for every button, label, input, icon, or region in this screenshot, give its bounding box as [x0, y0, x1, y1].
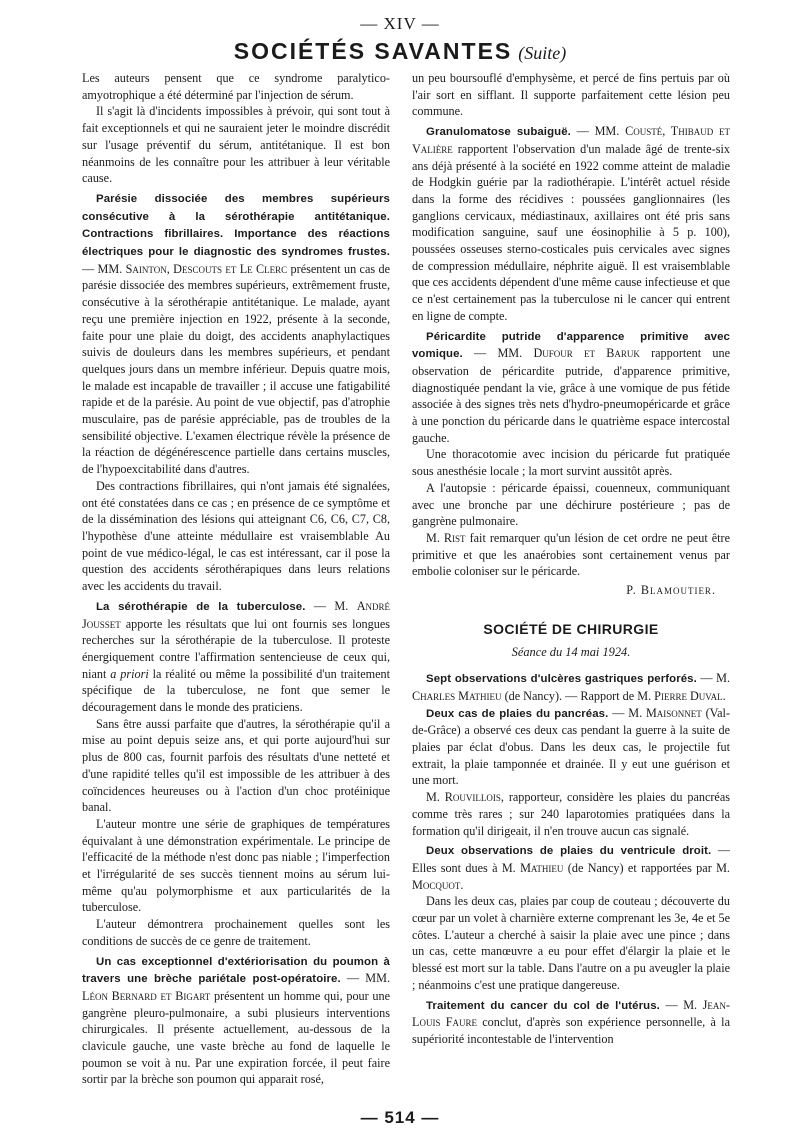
article-poumon: Un cas exceptionnel d'extériorisation du poumon à travers une brèche pariétale post-opératoire. — MM. Léon Bernard et Bigart présentent un homme qui, pour une gangrène pleuro-pulmonaire, a subi plusieurs interventions chirurgicales. Il présente actuellement, au-dessous de la clavicule gauche, une vaste brèche au fond de laquelle le poumon se voit à nu. Par une expiration forcée, il peut faire sortir par la brèche son poumon qui apparait rosé,: [82, 955, 390, 1087]
article-granulomatose: Granulomatose subaiguë. — MM. Cousté, Thibaud et Valière rapportent l'observation d'un malade âgé de trente-six ans déjà présenté à la société en 1922 comme atteint de maladie de Hodgkin guérie par la radiothérapie. L'intérêt actuel réside dans la forme des récidives : poussées ganglionnaires (les ganglions cervicaux, médiastinaux, axillaires ont été pris sans modification sanguine, sauf une éosinophilie à 5 p. 100), poussées osseuses sterno-costicales puis cervicales avec signes de compression médullaire, néphrite aiguë. Il est vraisemblable que ces accidents dépendent d'une même cause infectieuse et que ce n'est certainement pas la tuberculose ni le cancer qui entrent en ligne de compte.: [412, 124, 730, 323]
paragraph: A l'autopsie : péricarde épaissi, couenneux, communiquant avec une bronche par une déchirure postérieure ; pas de gangrène pulmonaire.: [412, 480, 730, 529]
article-title: Péricardite putride d'apparence primitive avec vomique.: [412, 330, 730, 361]
paragraph: L'auteur démontrera prochainement quelles sont les conditions de succès de ce genre de traitement.: [82, 917, 390, 948]
article-cancer-col: Traitement du cancer du col de l'utérus. — M. Jean-Louis Faure conclut, d'après son expérience personnelle, à la supériorité incontestable de l'intervention: [412, 997, 730, 1046]
article-title: Deux cas de plaies du pancréas.: [426, 707, 609, 720]
paragraph: Une thoracotomie avec incision du péricarde fut pratiquée sous anesthésie locale ; la mort survint aussitôt après.: [412, 447, 730, 479]
paragraph: Il s'agit là d'incidents impossibles à prévoir, qui sont tout à fait exceptionnels et qui ne sauraient jeter le moindre discrédit sur l'usage préventif du sérum, antitétanique. Il est bon néanmoins de les connaître pour les attribuer à leur véritable cause.: [82, 104, 390, 186]
page-number: — 514 —: [360, 1108, 440, 1127]
article-authors: Mathieu: [520, 860, 564, 875]
article-title: Un cas exceptionnel d'extériorisation du poumon à travers une brèche pariétale post-opératoire.: [82, 955, 390, 986]
article-serotherapie: La sérothérapie de la tuberculose. — M. André Jousset apporte les résultats que lui ont fournis ses longues recherches sur la sérothérapie de la tuberculose. Il proteste énergiquement contre l'affirmation sentencieuse de ceux qui, niant a priori la réalité ou même la possibilité d'un traitement spécifique de la tuberculose, ne font que semer le découragement dans le monde des praticiens.: [82, 598, 390, 715]
article-authors: Maisonnet: [645, 705, 702, 720]
paragraph: Les auteurs pensent que ce syndrome paralytico-amyotrophique a été déterminé par l'injection de sérum.: [82, 71, 390, 102]
page-header: [0, 38, 800, 65]
article-ventricule: Deux observations de plaies du ventricule droit. — Elles sont dues à M. Mathieu (de Nancy) et rapportées par M. Mocquot.: [412, 843, 730, 892]
paragraph: L'auteur montre une série de graphiques de températures équivalant à une démonstration expérimentale. Le principe de l'efficacité de la méthode n'est donc pas niable ; l'imperfection et l'irrégularité de ses succès tiennent moins au sérum lui-même qu'au polymorphisme et aux particularités de la tuberculose.: [82, 816, 390, 915]
paragraph: Sans être aussi parfaite que d'autres, la sérothérapie qu'il a mise au point depuis seize ans, et qui porte aujourd'hui sur plus de 800 cas, fournit parfois des résultats d'une netteté et d'une rapidité telles qu'il est impossible de les attribuer à des coïncidences heureuses ou à l'action d'un choc protéinique banal.: [82, 716, 390, 815]
article-pericardite: Péricardite putride d'apparence primitive avec vomique. — MM. Dufour et Baruk rapportent une observation de péricardite putride, d'apparence primitive, diagnostiquée pendant la vie, grâce à une vomique de pus fétide associée à des signes très nets d'hydro-pneumopéricarde et grâce à une ponction du péricarde dans le quatrième espace intercostal gauche.: [412, 330, 730, 445]
author-name: Rist: [443, 530, 466, 545]
author-name: Rouvillois: [444, 790, 501, 805]
article-authors: Dufour et Baruk: [533, 346, 640, 361]
article-title: Deux observations de plaies du ventricule droit.: [426, 845, 712, 858]
paragraph: M. Rouvillois, rapporteur, considère les plaies du pancréas comme très rares ; sur 240 laparotomies pratiquées dans la formation qu'il dirigeait, il n'en trouve aucun cas signalé.: [412, 790, 730, 838]
article-authors: André Jousset: [82, 598, 390, 631]
article-authors: Charles Mathieu: [412, 688, 502, 703]
paragraph: Dans les deux cas, plaies par coup de couteau ; découverte du cœur par un volet à charnière externe comprenant les 3e, 4e et 5e côtes. L'auteur a cherché à saisir la plaie avec une pince ; dans un cas, cette manœuvre a eu pour effet d'élargir la plaie et le blessé est mort sur la table. Dans l'autre on a pu aveugler la plaie ; néanmoins c'est une pratique dangereuse.: [412, 894, 730, 992]
section-title: SOCIÉTÉ DE CHIRURGIE: [483, 620, 659, 637]
article-title: Traitement du cancer du col de l'utérus.: [426, 999, 660, 1012]
rapporteur: Pierre Duval: [654, 688, 723, 703]
article-title: La sérothérapie de la tuberculose.: [96, 600, 306, 613]
article-authors: Jean-Louis Faure: [412, 997, 730, 1030]
article-authors: Cousté, Thibaud et Valière: [412, 124, 730, 156]
paragraph: Des contractions fibrillaires, qui n'ont jamais été signalées, ont été constatées dans ce cas ; en présence de ce symptôme et de la dissémination des lésions qui atteignant C6, C6, C7, C8, l'hypothèse d'une atteinte médullaire est vraisemblable Au point de vue médico-légal, le cas est intéressant, car il pose la question des accidents sérothérapiques dans leurs relations avec les accidents du travail.: [82, 478, 390, 594]
article-authors: Léon Bernard et Bigart: [82, 988, 211, 1003]
paragraph: un peu boursouflé d'emphysème, et percé de fins pertuis par où l'air sort en sifflant. Il supporte parfaitement cette lésion peu commune.: [412, 71, 730, 119]
header-suite: (Suite): [518, 43, 567, 63]
seance-date: Séance du 14 mai 1924.: [511, 644, 631, 659]
article-title: Parésie dissociée des membres supérieurs consécutive à la sérothérapie antitétanique. Contractions fibrillaires. Importance des réactions électriques pour le diagnostic des syndromes frustes.: [82, 192, 390, 259]
rapporteur: Mocquot: [412, 877, 461, 892]
right-column: [412, 70, 730, 1090]
article-pancreas: Deux cas de plaies du pancréas. — M. Maisonnet (Val-de-Grâce) a observé ces deux cas pendant la guerre à la suite de plaies par éclat d'obus. Dans les deux cas, le projectile fut extrait, la plaie tamponnée et drainée. Il y eut une guérison et une mort.: [412, 705, 730, 788]
article-parese: Parésie dissociée des membres supérieurs consécutive à la sérothérapie antitétanique. Contractions fibrillaires. Importance des réactions électriques pour le diagnostic des syndromes frustes. — MM. Sainton, Descouts et Le Clerc présentent un cas de parésie dissociée des membres supérieurs, extrêmement fruste, consécutive à la sérothérapie antitétanique. Le malade, ayant reçu une première injection en 1922, présente à la seconde, faite pour une plaie du doigt, des accidents anaphylactiques suivis de douleurs dans les membres supérieurs, et pendant quelques jours dans un membre inférieur. Depuis quatre mois, le malade est incapable de travailler ; il accuse une fatigabilité rapide et de la parésie. Au point de vue objectif, pas d'atrophie musculaire, pas de parésie appréciable, pas de troubles de la sensibilité objective. L'examen électrique révèle la présence de la réaction de dégénérescence partielle dans certains muscles, de l'hypoexcitabilité dans d'autres.: [82, 192, 390, 477]
article-title: Sept observations d'ulcères gastriques perforés.: [426, 673, 697, 686]
article-ulceres: Sept observations d'ulcères gastriques perforés. — M. Charles Mathieu (de Nancy). — Rapport de M. Pierre Duval.: [412, 671, 730, 703]
header-title: SOCIÉTÉS SAVANTES: [233, 38, 513, 64]
paragraph: M. Rist fait remarquer qu'un lésion de cet ordre ne peut être primitive et que les anaérobies sont certainement venus par embolie coloniser sur le péricarde.: [412, 530, 730, 579]
signature: P. Blamoutier.: [626, 583, 716, 598]
article-title: Granulomatose subaiguë.: [426, 126, 571, 139]
roman-page-number: — XIV —: [360, 14, 440, 33]
left-column: [82, 70, 390, 1090]
article-authors: Sainton, Descouts et Le Clerc: [125, 261, 288, 276]
